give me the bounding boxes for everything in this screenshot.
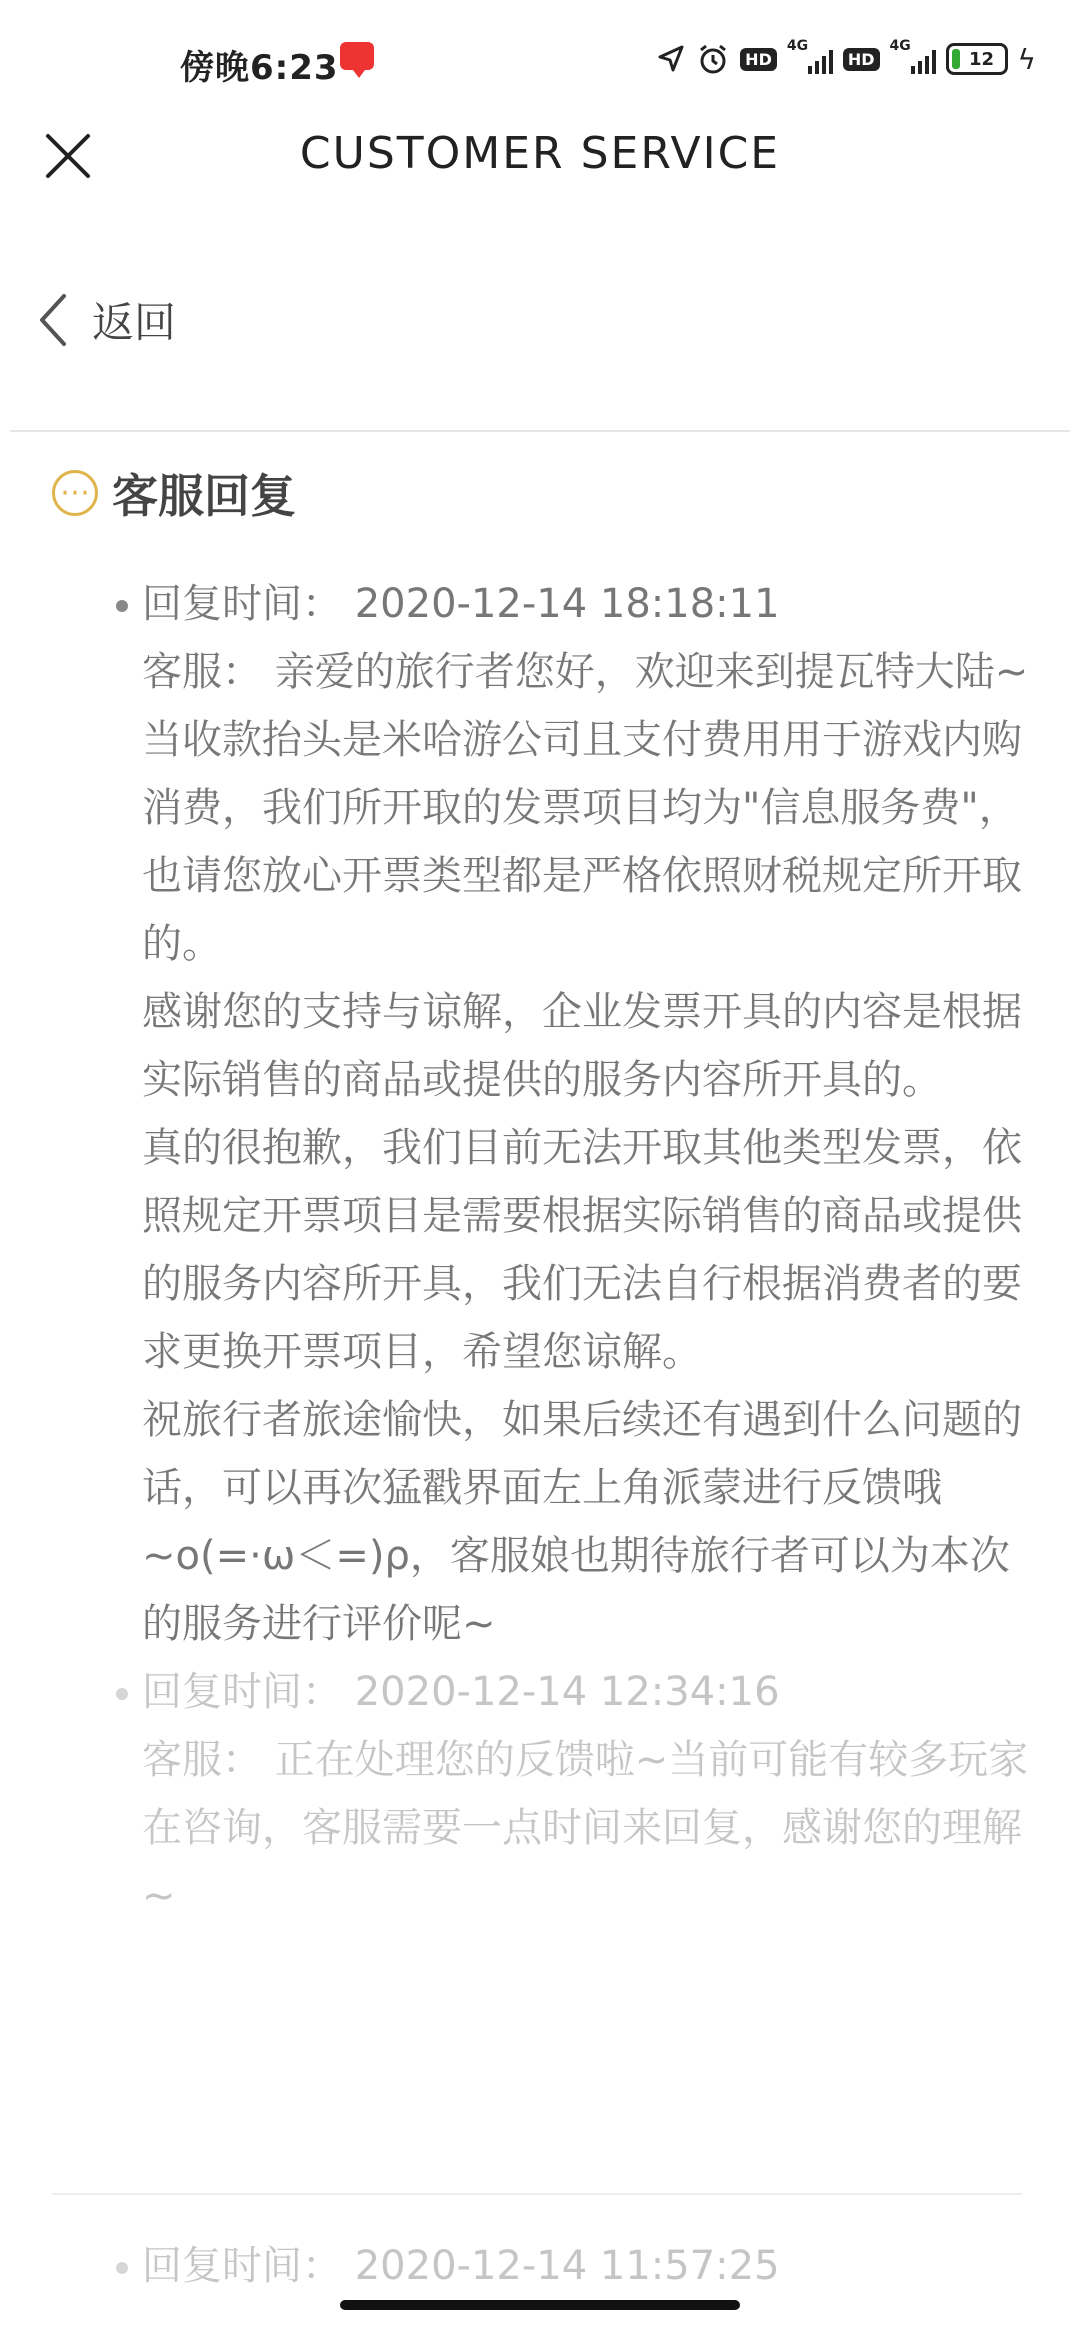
divider: [10, 430, 1070, 432]
reply-paragraph: 客服： 亲爱的旅行者您好，欢迎来到提瓦特大陆~: [142, 649, 1029, 695]
hd-icon: HD: [740, 42, 777, 76]
bullet-icon: [116, 1688, 128, 1700]
section-title: 客服回复: [112, 469, 296, 523]
signal-icon-2: 4G: [890, 42, 936, 76]
reply-paragraph: 客服： 正在处理您的反馈啦~当前可能有较多玩家在咨询，客服需要一点时间来回复，感谢您的理解~: [142, 1737, 1029, 1919]
page-title: CUSTOMER SERVICE: [299, 128, 781, 179]
separator: [52, 2193, 1022, 2195]
reply-time-label: 回复时间：: [142, 2243, 342, 2289]
notification-icon: [340, 42, 374, 70]
reply-time-label: 回复时间：: [142, 1669, 342, 1715]
reply-list: [0, 570, 1080, 1930]
reply-time-label: 回复时间：: [142, 581, 342, 627]
signal-icon: 4G: [787, 42, 833, 76]
chevron-left-icon: [30, 290, 78, 350]
status-bar: [0, 0, 1080, 120]
reply-paragraph: 真的很抱歉，我们目前无法开取其他类型发票，依照规定开票项目是需要根据实际销售的商品或提供的服务内容所开具，我们无法自行根据消费者的要求更换开票项目，希望您谅解。: [142, 1125, 1022, 1375]
back-label: 返回: [92, 298, 177, 347]
bullet-icon: [116, 600, 128, 612]
reply-time: 2020-12-14 11:57:25: [354, 2243, 780, 2289]
home-indicator[interactable]: [340, 2300, 740, 2310]
reply-time-row: [142, 2232, 1032, 2300]
status-time: 傍晚6:23: [180, 48, 339, 88]
section-header: [52, 460, 296, 526]
alarm-icon: [696, 42, 730, 76]
reply-time-row: [142, 570, 1032, 638]
battery-icon: 12: [946, 43, 1008, 75]
location-icon: [656, 42, 686, 76]
reply-item: [142, 1658, 1032, 1930]
charging-icon: ϟ: [1017, 42, 1036, 76]
reply-time: 2020-12-14 12:34:16: [354, 1669, 780, 1715]
reply-paragraph: 祝旅行者旅途愉快，如果后续还有遇到什么问题的话，可以再次猛戳界面左上角派蒙进行反馈哦~o(=·ω＜=)ρ，客服娘也期待旅行者可以为本次的服务进行评价呢~: [142, 1397, 1022, 1647]
reply-item: [142, 2232, 1032, 2300]
bullet-icon: [116, 2262, 128, 2274]
reply-time-row: [142, 1658, 1032, 1726]
more-dots-icon: ⋯: [52, 470, 98, 516]
back-button[interactable]: [30, 290, 176, 350]
reply-paragraph: 感谢您的支持与谅解，企业发票开具的内容是根据实际销售的商品或提供的服务内容所开具的。: [142, 989, 1022, 1103]
reply-list-more: [0, 2232, 1080, 2300]
status-icons: [656, 38, 1036, 76]
reply-item: [142, 570, 1032, 1658]
reply-paragraph: 当收款抬头是米哈游公司且支付费用用于游戏内购消费，我们所开取的发票项目均为"信息服务费"，也请您放心开票类型都是严格依照财税规定所开取的。: [142, 717, 1022, 967]
reply-time: 2020-12-14 18:18:11: [354, 581, 780, 627]
hd-icon-2: HD: [843, 42, 880, 76]
